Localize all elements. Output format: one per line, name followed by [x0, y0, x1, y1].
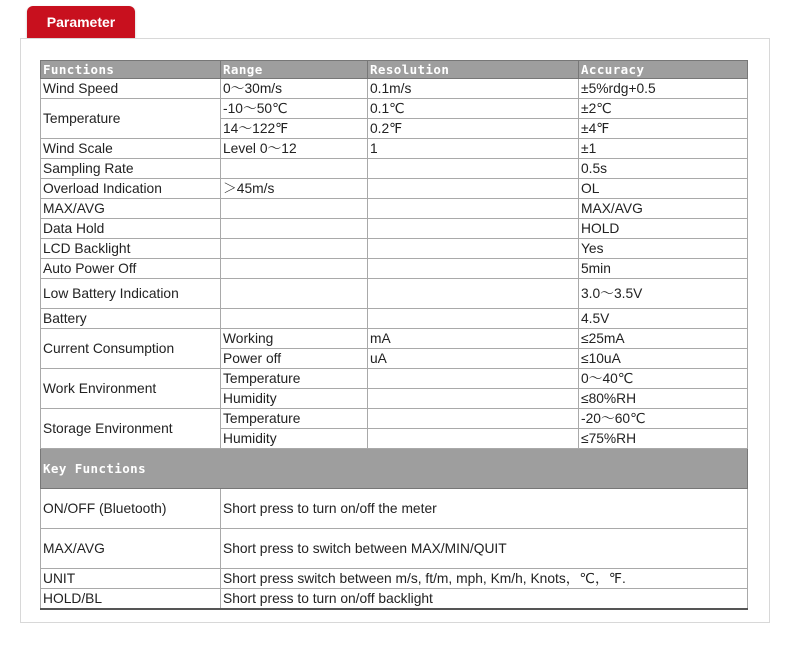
key-description: Short press switch between m/s, ft/m, mph, Km/h, Knots，℃，℉. [221, 569, 748, 589]
accuracy-value: OL [579, 179, 748, 199]
range-value [221, 199, 368, 219]
table-row [41, 179, 748, 199]
function-name: Temperature [41, 99, 221, 139]
table-row [41, 139, 748, 159]
accuracy-value: -20～60℃ [579, 409, 748, 429]
resolution-value [368, 239, 579, 259]
resolution-value [368, 199, 579, 219]
function-name: MAX/AVG [41, 199, 221, 219]
range-value [221, 239, 368, 259]
resolution-value: 0.1℃ [368, 99, 579, 119]
spec-table [40, 60, 748, 610]
range-value: Working [221, 329, 368, 349]
accuracy-value: ≤10uA [579, 349, 748, 369]
function-name: Storage Environment [41, 409, 221, 449]
range-value: ＞45m/s [221, 179, 368, 199]
function-name: LCD Backlight [41, 239, 221, 259]
range-value: -10～50℃ [221, 99, 368, 119]
resolution-value: 1 [368, 139, 579, 159]
key-functions-title: Key Functions [41, 449, 748, 489]
range-value [221, 309, 368, 329]
table-row [41, 79, 748, 99]
resolution-value [368, 309, 579, 329]
resolution-value [368, 259, 579, 279]
col-header-accuracy: Accuracy [579, 61, 748, 79]
accuracy-value: 4.5V [579, 309, 748, 329]
table-row [41, 219, 748, 239]
resolution-value [368, 219, 579, 239]
function-name: Wind Scale [41, 139, 221, 159]
key-description: Short press to turn on/off the meter [221, 489, 748, 529]
resolution-value: mA [368, 329, 579, 349]
col-header-functions: Functions [41, 61, 221, 79]
range-value [221, 219, 368, 239]
key-description: Short press to turn on/off backlight [221, 589, 748, 609]
range-value [221, 159, 368, 179]
function-name: Data Hold [41, 219, 221, 239]
parameter-tab[interactable]: Parameter [27, 6, 135, 38]
resolution-value: 0.2℉ [368, 119, 579, 139]
resolution-value [368, 279, 579, 309]
col-header-resolution: Resolution [368, 61, 579, 79]
accuracy-value: ±4℉ [579, 119, 748, 139]
col-header-range: Range [221, 61, 368, 79]
table-row [41, 329, 748, 349]
table-row [41, 309, 748, 329]
key-name: UNIT [41, 569, 221, 589]
table-row [41, 279, 748, 309]
accuracy-value: 0～40℃ [579, 369, 748, 389]
resolution-value [368, 429, 579, 449]
table-row [41, 409, 748, 429]
table-row [41, 199, 748, 219]
range-value: Temperature [221, 369, 368, 389]
table-row [41, 489, 748, 529]
range-value [221, 279, 368, 309]
accuracy-value: ±1 [579, 139, 748, 159]
function-name: Battery [41, 309, 221, 329]
resolution-value [368, 179, 579, 199]
range-value: Power off [221, 349, 368, 369]
range-value: Humidity [221, 389, 368, 409]
table-row [41, 529, 748, 569]
key-functions-header-row [41, 449, 748, 489]
table-row [41, 569, 748, 589]
table-row [41, 589, 748, 609]
resolution-value: uA [368, 349, 579, 369]
function-name: Auto Power Off [41, 259, 221, 279]
accuracy-value: MAX/AVG [579, 199, 748, 219]
table-row [41, 239, 748, 259]
function-name: Sampling Rate [41, 159, 221, 179]
accuracy-value: 3.0～3.5V [579, 279, 748, 309]
function-name: Wind Speed [41, 79, 221, 99]
key-name: HOLD/BL [41, 589, 221, 609]
table-row [41, 99, 748, 119]
range-value: Level 0～12 [221, 139, 368, 159]
accuracy-value: 0.5s [579, 159, 748, 179]
range-value: 0～30m/s [221, 79, 368, 99]
accuracy-value: ≤80%RH [579, 389, 748, 409]
range-value: Temperature [221, 409, 368, 429]
accuracy-value: ±5%rdg+0.5 [579, 79, 748, 99]
key-name: MAX/AVG [41, 529, 221, 569]
accuracy-value: 5min [579, 259, 748, 279]
function-name: Work Environment [41, 369, 221, 409]
function-name: Overload Indication [41, 179, 221, 199]
resolution-value [368, 369, 579, 389]
resolution-value: 0.1m/s [368, 79, 579, 99]
accuracy-value: ≤75%RH [579, 429, 748, 449]
accuracy-value: ±2℃ [579, 99, 748, 119]
function-name: Low Battery Indication [41, 279, 221, 309]
key-name: ON/OFF (Bluetooth) [41, 489, 221, 529]
table-row [41, 259, 748, 279]
accuracy-value: ≤25mA [579, 329, 748, 349]
range-value [221, 259, 368, 279]
accuracy-value: Yes [579, 239, 748, 259]
accuracy-value: HOLD [579, 219, 748, 239]
resolution-value [368, 389, 579, 409]
range-value: Humidity [221, 429, 368, 449]
resolution-value [368, 159, 579, 179]
key-description: Short press to switch between MAX/MIN/QUIT [221, 529, 748, 569]
function-name: Current Consumption [41, 329, 221, 369]
range-value: 14～122℉ [221, 119, 368, 139]
table-row [41, 369, 748, 389]
resolution-value [368, 409, 579, 429]
table-header-row [41, 61, 748, 79]
table-row [41, 159, 748, 179]
